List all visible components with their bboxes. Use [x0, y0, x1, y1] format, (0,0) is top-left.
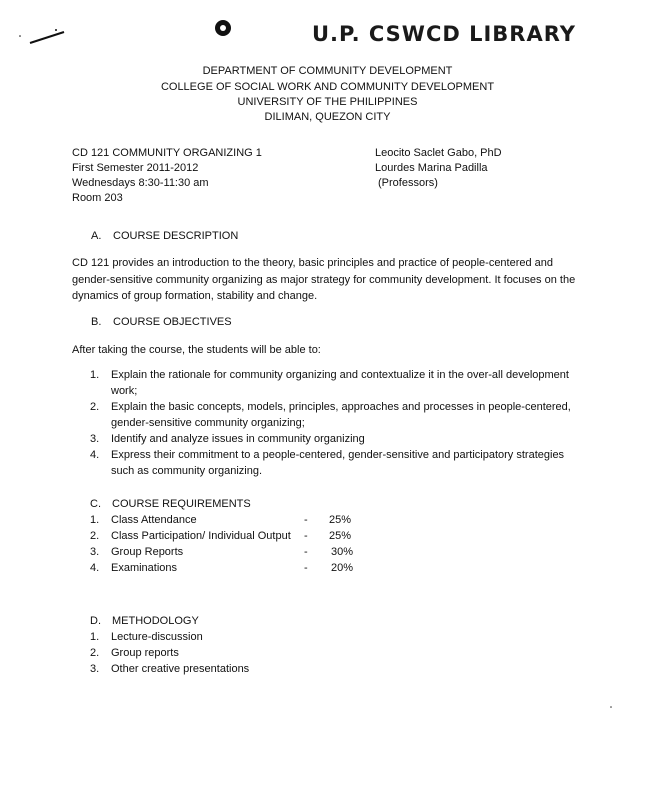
objective-text: Identify and analyze issues in community organizing: [111, 433, 365, 445]
course-title: CD 121 COMMUNITY ORGANIZING 1: [72, 147, 262, 159]
requirement-pct: 25%: [329, 530, 352, 542]
requirement-label: Class Participation/ Individual Output: [111, 530, 291, 542]
course-room: Room 203: [72, 192, 123, 204]
section-c-heading: [90, 496, 251, 512]
header-location: DILIMAN, QUEZON CITY: [264, 111, 391, 123]
section-b-heading: [91, 314, 232, 330]
header-college: COLLEGE OF SOCIAL WORK AND COMMUNITY DEVELOPMENT: [160, 81, 495, 93]
objective-text: Express their commitment to a people-centered, gender-sensitive and participatory strategies: [111, 449, 565, 461]
course-schedule: Wednesdays 8:30-11:30 am: [72, 177, 209, 189]
professors-label: (Professors): [378, 177, 438, 189]
requirement-dash: -: [304, 546, 308, 558]
professor-2: Lourdes Marina Padilla: [375, 162, 488, 174]
requirement-label: Class Attendance: [111, 514, 197, 526]
requirement-pct: 25%: [329, 514, 352, 526]
requirement-num: 1.: [90, 514, 100, 526]
professor-1: Leocito Saclet Gabo, PhD: [375, 147, 502, 159]
requirement-pct: 20%: [331, 562, 354, 574]
objective-num: 1.: [90, 369, 100, 381]
methodology-item: Lecture-discussion: [111, 631, 203, 643]
section-letter: A.: [91, 230, 102, 242]
objective-text: gender-sensitive community organizing;: [111, 417, 305, 429]
section-title: COURSE REQUIREMENTS: [112, 498, 251, 510]
description-line: CD 121 provides an introduction to the theory, basic principles and practice of people-centered and: [72, 257, 554, 269]
methodology-num: 3.: [90, 663, 100, 675]
description-line: gender-sensitive community organizing as major strategy for community development. It focuses on the: [72, 273, 576, 286]
description-line: dynamics of group formation, stability and change.: [72, 290, 318, 302]
requirement-label: Group Reports: [111, 546, 184, 558]
objective-text: such as community organizing.: [111, 465, 263, 477]
objective-text: work;: [111, 385, 138, 397]
header-department: DEPARTMENT OF COMMUNITY DEVELOPMENT: [202, 65, 453, 77]
pen-mark: [30, 32, 64, 43]
objectives-intro: After taking the course, the students will be able to:: [72, 344, 321, 356]
requirement-label: Examinations: [111, 562, 178, 574]
objective-text: Explain the basic concepts, models, principles, approaches and processes in people-centered,: [111, 401, 571, 413]
library-stamp: U.P. CSWCD LIBRARY: [312, 22, 576, 46]
header-university: UNIVERSITY OF THE PHILIPPINES: [237, 96, 418, 108]
objective-num: 3.: [90, 433, 100, 445]
speck: [19, 35, 21, 37]
methodology-item: Other creative presentations: [111, 663, 250, 675]
course-semester: First Semester 2011-2012: [72, 162, 199, 174]
requirement-pct: 30%: [331, 546, 354, 558]
requirement-dash: -: [304, 530, 308, 542]
methodology-item: Group reports: [111, 647, 179, 659]
section-title: METHODOLOGY: [112, 615, 199, 627]
requirement-num: 3.: [90, 546, 100, 558]
requirement-dash: -: [304, 514, 308, 526]
requirement-dash: -: [304, 562, 308, 574]
objective-text: Explain the rationale for community organizing and contextualize it in the over-all development: [111, 369, 569, 381]
section-letter: C.: [90, 498, 101, 510]
objective-num: 4.: [90, 449, 100, 461]
speck: [610, 706, 612, 708]
methodology-num: 1.: [90, 631, 100, 643]
requirement-num: 4.: [90, 562, 100, 574]
section-a-heading: [91, 228, 238, 244]
section-d-heading: [90, 613, 199, 629]
requirement-num: 2.: [90, 530, 100, 542]
section-letter: D.: [90, 615, 101, 627]
section-title: COURSE OBJECTIVES: [113, 316, 232, 328]
stamp-dot-center: [220, 25, 226, 31]
methodology-num: 2.: [90, 647, 100, 659]
section-title: COURSE DESCRIPTION: [113, 230, 239, 242]
speck: [55, 29, 57, 31]
section-letter: B.: [91, 316, 102, 328]
description-paragraph: [72, 255, 575, 305]
objective-num: 2.: [90, 401, 100, 413]
